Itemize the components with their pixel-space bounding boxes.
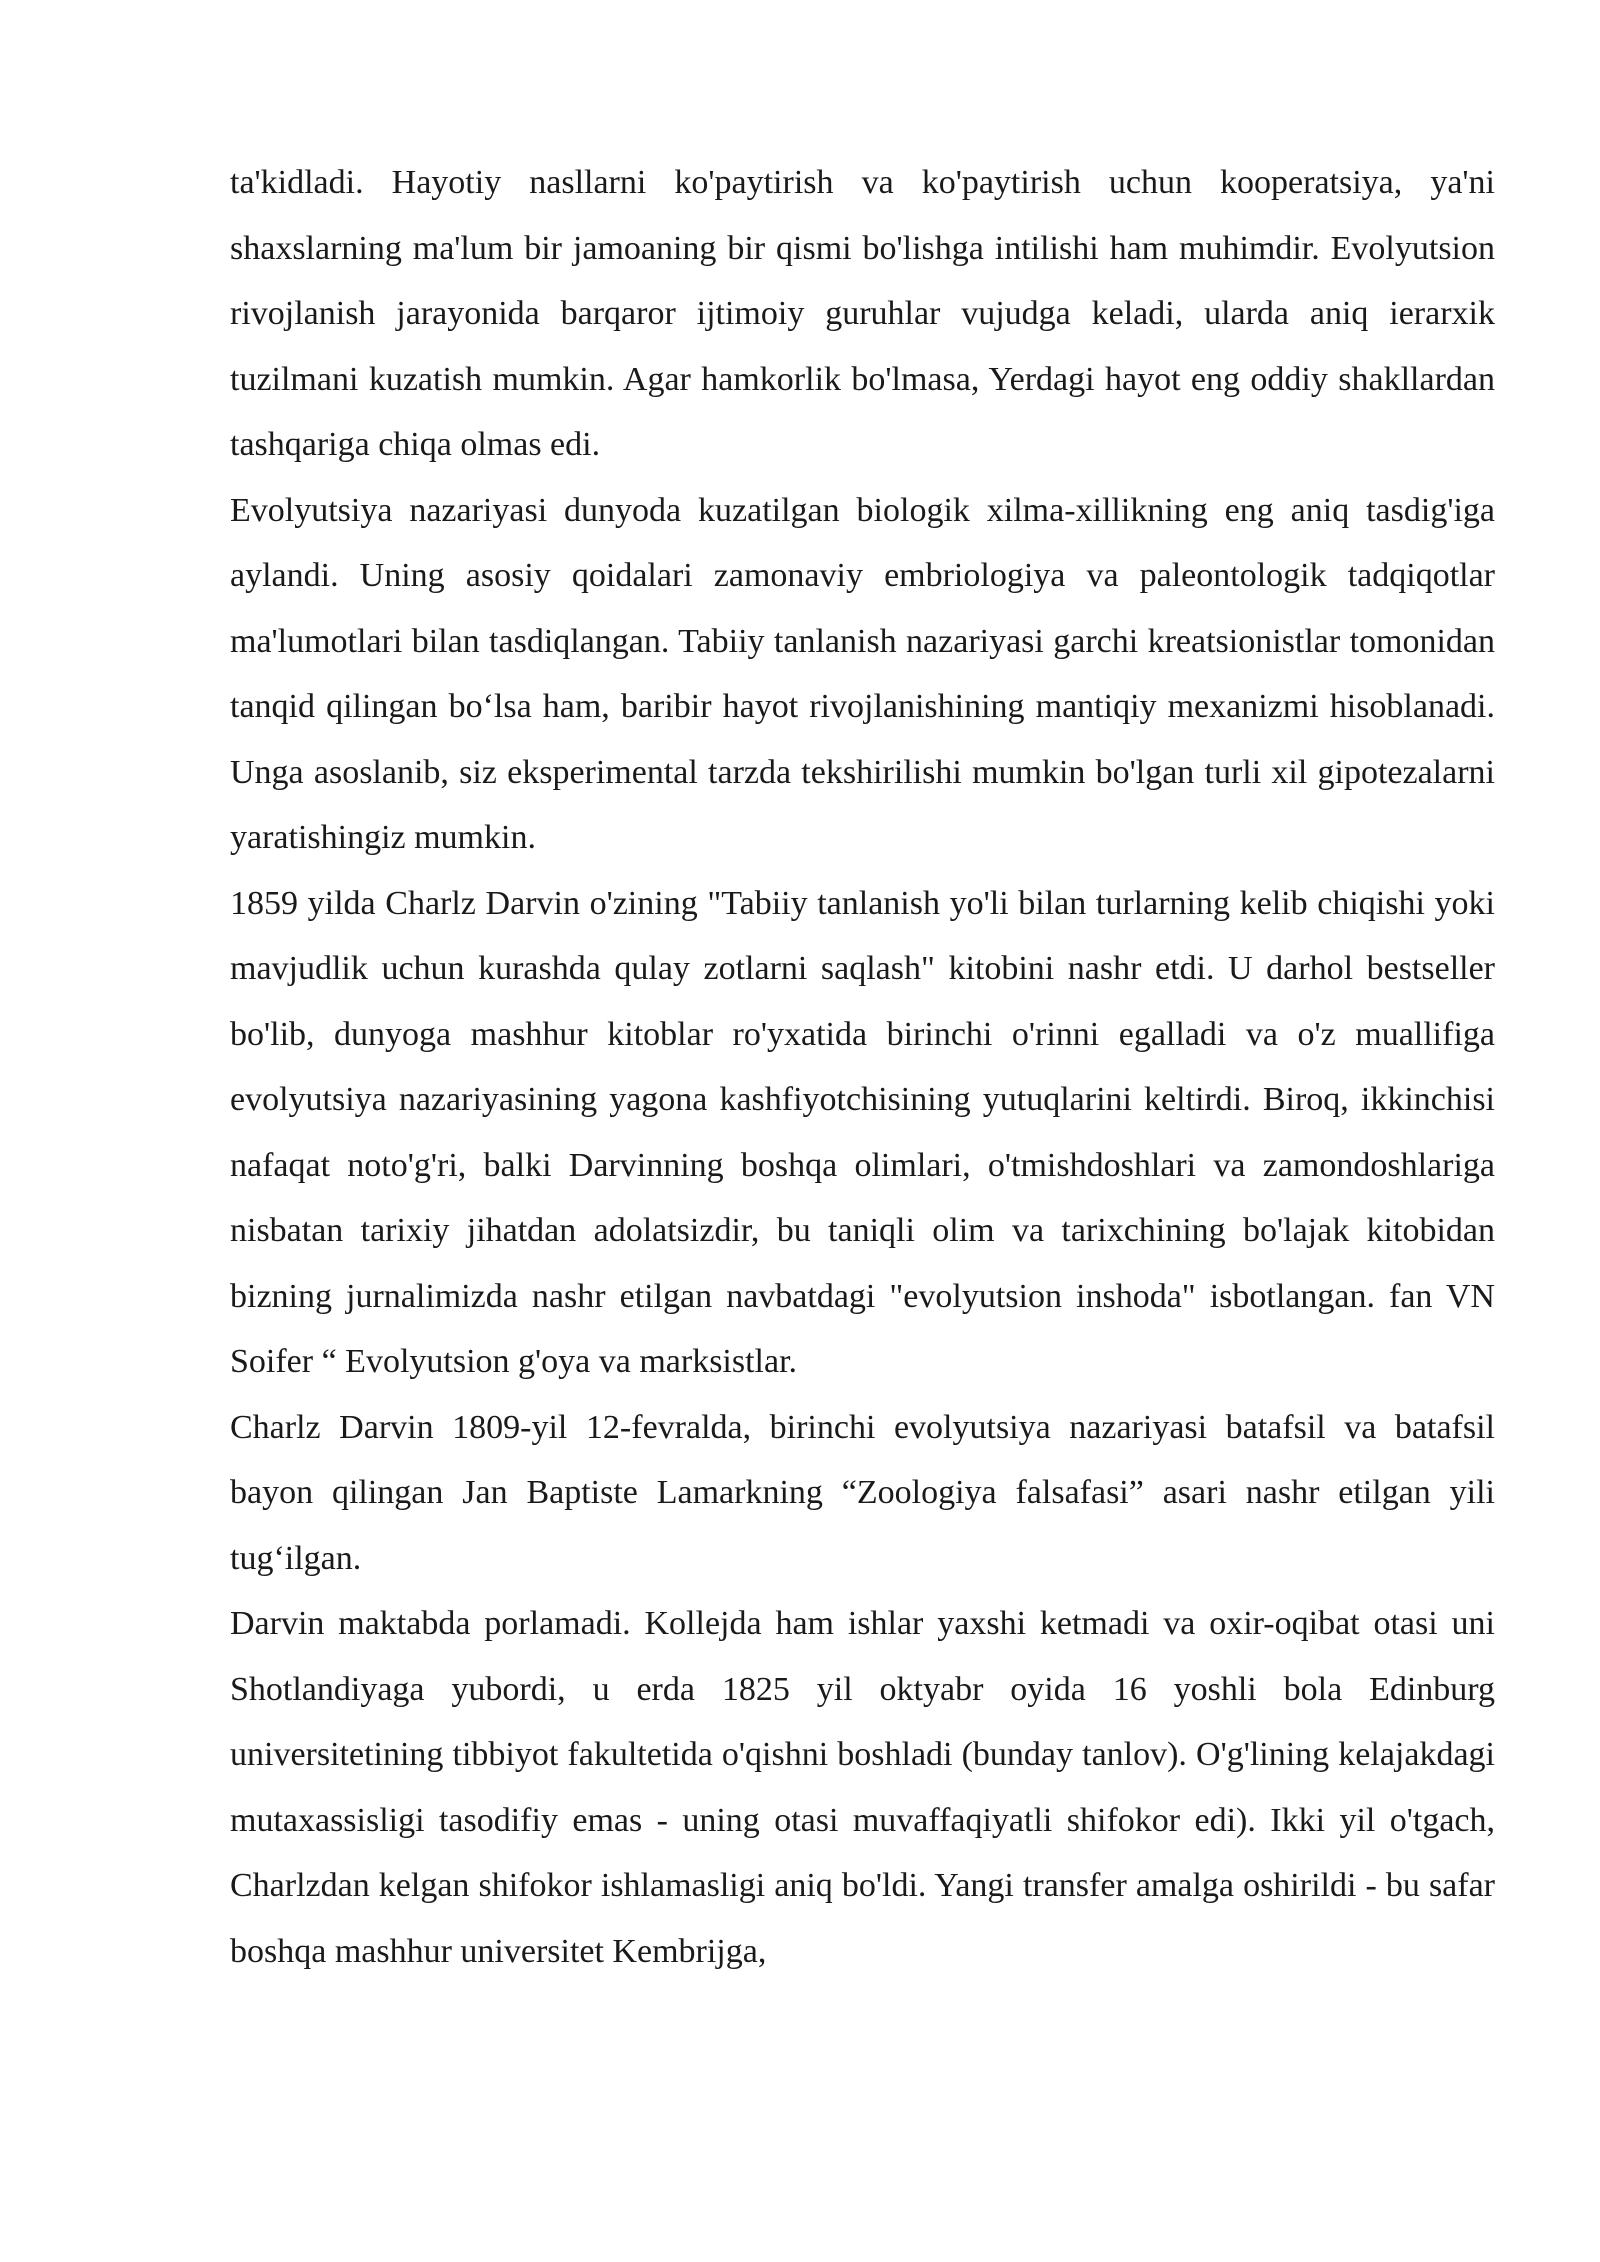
paragraph-origin-of-species: 1859 yilda Charlz Darvin o'zining "Tabiiy tanlanish yo'li bilan turlarning kelib chiqishi yoki mavjudlik uchun kurashda qulay zotlarni saqlash" kitobini nashr etdi. U darhol bestseller bo'lib, dunyoga mashhur kitoblar ro'yxatida birinchi o'rinni egalladi va o'z muallifiga evolyutsiya nazariyasining yagona kashfiyotchisining yutuqlarini keltirdi. Biroq, ikkinchisi nafaqat noto'g'ri, balki Darvinning boshqa olimlari, o'tmishdoshlari va zamondoshlariga nisbatan tarixiy jihatdan adolatsizdir, bu taniqli olim va tarixchining bo'lajak kitobidan bizning jurnalimizda nashr etilgan navbatdagi "evolyutsion inshoda" isbotlangan. fan VN Soifer “ Evolyutsion g'oya va marksistlar. <box>230 884 1495 1380</box>
paragraph-darwin-birth: Charlz Darvin 1809-yil 12-fevralda, birinchi evolyutsiya nazariyasi batafsil va batafsil bayon qilingan Jan Baptiste Lamarkning “Zoologiya falsafasi” asari nashr etilgan yili tug‘ilgan. <box>230 1408 1495 1577</box>
paragraph-cooperation: ta'kidladi. Hayotiy nasllarni ko'paytirish va ko'paytirish uchun kooperatsiya, ya'ni shaxslarning ma'lum bir jamoaning bir qismi bo'lishga intilishi ham muhimdir. Evolyutsion rivojlanish jarayonida barqaror ijtimoiy guruhlar vujudga keladi, ularda aniq ierarxik tuzilmani kuzatish mumkin. Agar hamkorlik bo'lmasa, Yerdagi hayot eng oddiy shakllardan tashqariga chiqa olmas edi. <box>230 164 1495 463</box>
document-page <box>230 150 1495 1984</box>
paragraph-evolution-theory: Evolyutsiya nazariyasi dunyoda kuzatilgan biologik xilma-xillikning eng aniq tasdig'iga aylandi. Uning asosiy qoidalari zamonaviy embriologiya va paleontologik tadqiqotlar ma'lumotlari bilan tasdiqlangan. Tabiiy tanlanish nazariyasi garchi kreatsionistlar tomonidan tanqid qilingan bo‘lsa ham, baribir hayot rivojlanishining mantiqiy mexanizmi hisoblanadi. Unga asoslanib, siz eksperimental tarzda tekshirilishi mumkin bo'lgan turli xil gipotezalarni yaratishingiz mumkin. <box>230 491 1495 856</box>
paragraph-darwin-education: Darvin maktabda porlamadi. Kollejda ham ishlar yaxshi ketmadi va oxir-oqibat otasi uni Shotlandiyaga yubordi, u erda 1825 yil oktyabr oyida 16 yoshli bola Edinburg universitetining tibbiyot fakultetida o'qishni boshladi (bunday tanlov). O'g'lining kelajakdagi mutaxassisligi tasodifiy emas - uning otasi muvaffaqiyatli shifokor edi). Ikki yil o'tgach, Charlzdan kelgan shifokor ishlamasligi aniq bo'ldi. Yangi transfer amalga oshirildi - bu safar boshqa mashhur universitet Kembrijga, <box>230 1605 1495 1970</box>
